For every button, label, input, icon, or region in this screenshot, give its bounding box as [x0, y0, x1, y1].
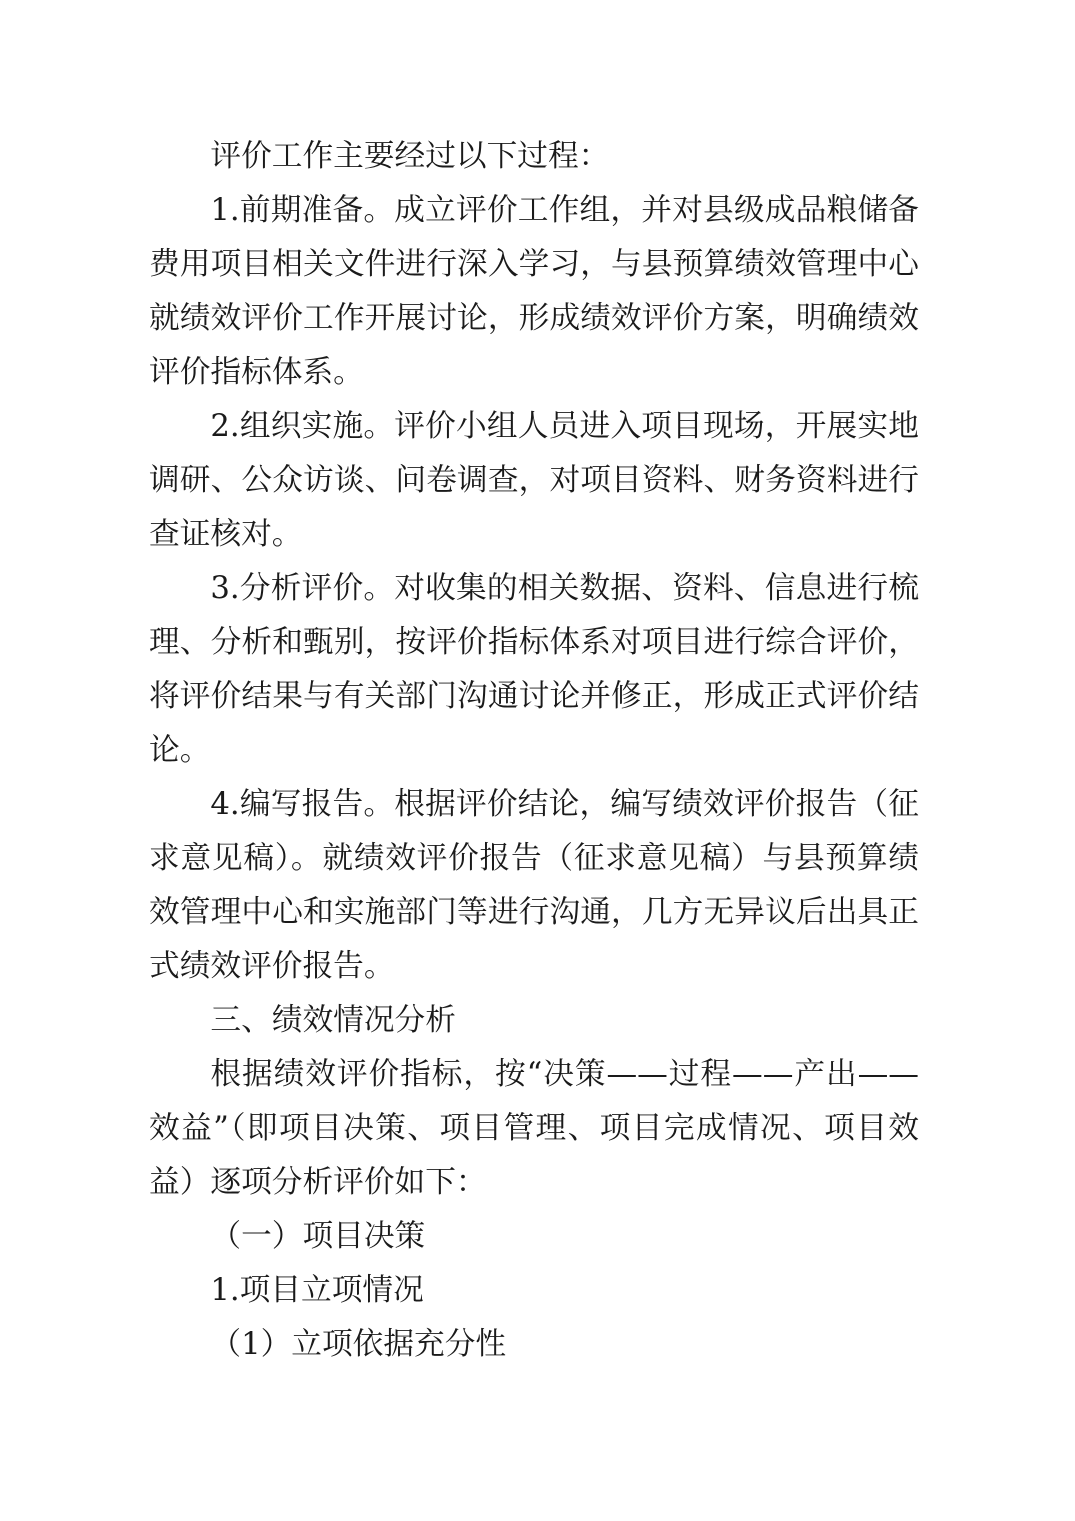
- paragraph-step-4-report: 4.编写报告。根据评价结论，编写绩效评价报告（征求意见稿）。就绩效评价报告（征求意见稿）与县预算绩效管理中心和实施部门等进行沟通，几方无异议后出具正式绩效评价报告。: [149, 787, 919, 984]
- heading-section-3: 三、绩效情况分析: [210, 1003, 456, 1038]
- paragraph-step-2-implementation: 2.组织实施。评价小组人员进入项目现场，开展实地调研、公众访谈、问卷调查，对项目资料、财务资料进行查证核对。: [149, 409, 919, 552]
- heading-subsection-1-decision: （一）项目决策: [210, 1219, 426, 1254]
- heading-item-1-project-setup: 1.项目立项情况: [210, 1273, 424, 1308]
- paragraph-intro: 评价工作主要经过以下过程：: [210, 139, 610, 174]
- paragraph-evaluation-framework: 根据绩效评价指标，按“决策——过程——产出——效益”（即项目决策、项目管理、项目完成情况、项目效益）逐项分析评价如下：: [149, 1057, 919, 1200]
- paragraph-step-3-analysis: 3.分析评价。对收集的相关数据、资料、信息进行梳理、分析和甄别，按评价指标体系对项目进行综合评价，将评价结果与有关部门沟通讨论并修正，形成正式评价结论。: [149, 571, 919, 768]
- paragraph-step-1-preparation: 1.前期准备。成立评价工作组，并对县级成品粮储备费用项目相关文件进行深入学习，与县预算绩效管理中心就绩效评价工作开展讨论，形成绩效评价方案，明确绩效评价指标体系。: [149, 193, 919, 390]
- document-body: [149, 130, 919, 1372]
- heading-item-1-1-basis: （1）立项依据充分性: [210, 1327, 507, 1362]
